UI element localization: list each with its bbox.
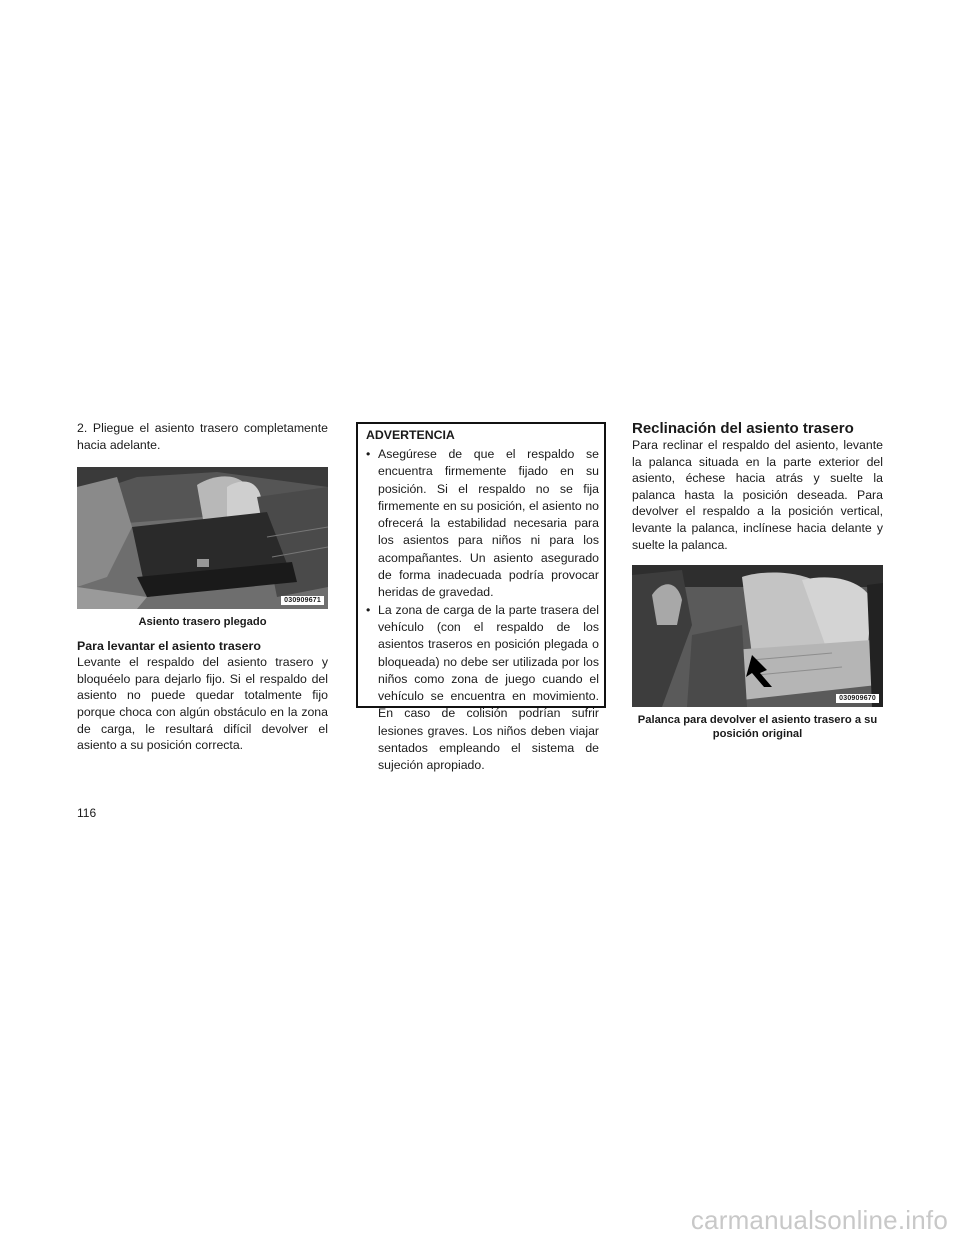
warning-box xyxy=(356,422,606,773)
step-2-text: 2. Pliegue el asiento trasero completamente hacia adelante. xyxy=(77,421,328,452)
middle-column xyxy=(356,422,606,773)
figure-code: 030909671 xyxy=(281,596,324,605)
recline-lever-figure xyxy=(632,565,883,707)
folded-seat-photo xyxy=(77,467,328,609)
recline-body: Para reclinar el respaldo del asiento, levante la palanca situada en la parte exterior del asiento, échese hacia atrás y suelte la palanca hasta la posición deseada. Para devolver el respaldo a la posición vertical, levante la palanca, inclínese hacia delante y suelte la palanca. xyxy=(632,438,883,552)
right-column xyxy=(632,420,883,741)
warning-title: ADVERTENCIA xyxy=(366,428,455,442)
warning-item-text: La zona de carga de la parte trasera del vehículo (con el respaldo de los asientos traseros en posición plegada o bloqueada) no debe ser utilizada por los niños como zona de juego cuando el vehículo se encuentra en movimiento. En caso de colisión podrían sufrir lesiones graves. Los niños deben viajar sentados empleando el sistema de sujeción apropiado. xyxy=(378,602,599,773)
warning-list xyxy=(366,446,599,775)
warning-item-text: Asegúrese de que el respaldo se encuentra firmemente fijado en su posición. Si el respaldo no se fija firmemente en su posición, el asiento no ofrecerá la estabilidad necesaria para los asientos para niños ni para los acompañantes. Un asiento asegurado de forma inadecuada podría provocar heridas de gravedad. xyxy=(378,447,599,600)
raise-seat-body: Levante el respaldo del asiento trasero y bloquéelo para dejarlo fijo. Si el respaldo del asiento no puede quedar totalmente fijo porque choca con algún obstáculo en la zona de carga, le resultará difícil devolver el asiento a su posición correcta. xyxy=(77,655,328,753)
left-column xyxy=(77,420,328,754)
figure-caption: Asiento trasero plegado xyxy=(138,616,267,629)
figure-code: 030909670 xyxy=(836,694,879,703)
bullet-icon: • xyxy=(366,447,371,461)
recline-lever-photo xyxy=(632,565,883,707)
warning-item xyxy=(366,446,599,602)
recline-heading: Reclinación del asiento trasero xyxy=(632,420,854,437)
page-number: 116 xyxy=(77,806,97,820)
raise-seat-subheading: Para levantar el asiento trasero xyxy=(77,639,261,654)
warning-item xyxy=(366,602,599,775)
watermark: carmanualsonline.info xyxy=(690,1205,948,1235)
bullet-icon: • xyxy=(366,602,371,617)
figure-caption: Palanca para devolver el asiento trasero a su posición original xyxy=(637,714,878,741)
folded-seat-figure xyxy=(77,467,328,609)
